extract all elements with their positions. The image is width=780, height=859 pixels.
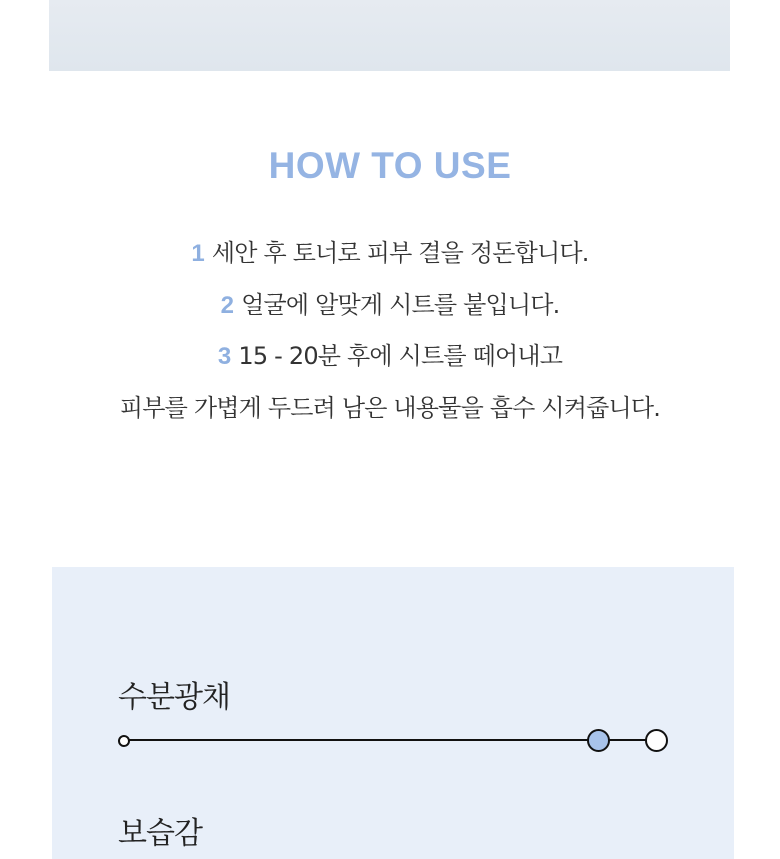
step-3-continuation: 피부를 가볍게 두드려 남은 내용물을 흡수 시켜줍니다. bbox=[119, 393, 661, 422]
step-1-text: 세안 후 토너로 피부 결을 정돈합니다. bbox=[211, 239, 589, 267]
step-2-number: 2 bbox=[220, 291, 234, 319]
current-level-marker bbox=[587, 729, 610, 752]
step-2-text: 얼굴에 알맞게 시트를 붙입니다. bbox=[241, 290, 560, 319]
step-3 bbox=[0, 335, 780, 387]
moisture-glow-label: 수분광채 bbox=[118, 680, 230, 715]
track-start-dot bbox=[118, 735, 130, 747]
moisture-glow-level-indicator bbox=[118, 726, 670, 754]
track-end-dot bbox=[645, 729, 668, 752]
step-3-text: 15 - 20분 후에 시트를 떼어내고 bbox=[238, 342, 563, 370]
how-to-use-steps bbox=[0, 232, 780, 438]
step-1-number: 1 bbox=[191, 240, 204, 267]
step-3-number: 3 bbox=[217, 343, 231, 370]
step-2 bbox=[0, 284, 780, 336]
hydration-feel-label: 보습감 bbox=[118, 816, 202, 851]
how-to-use-heading: HOW TO USE bbox=[268, 145, 512, 186]
product-image-bottom-edge bbox=[49, 0, 730, 71]
step-1 bbox=[0, 232, 780, 284]
level-track bbox=[124, 739, 660, 741]
